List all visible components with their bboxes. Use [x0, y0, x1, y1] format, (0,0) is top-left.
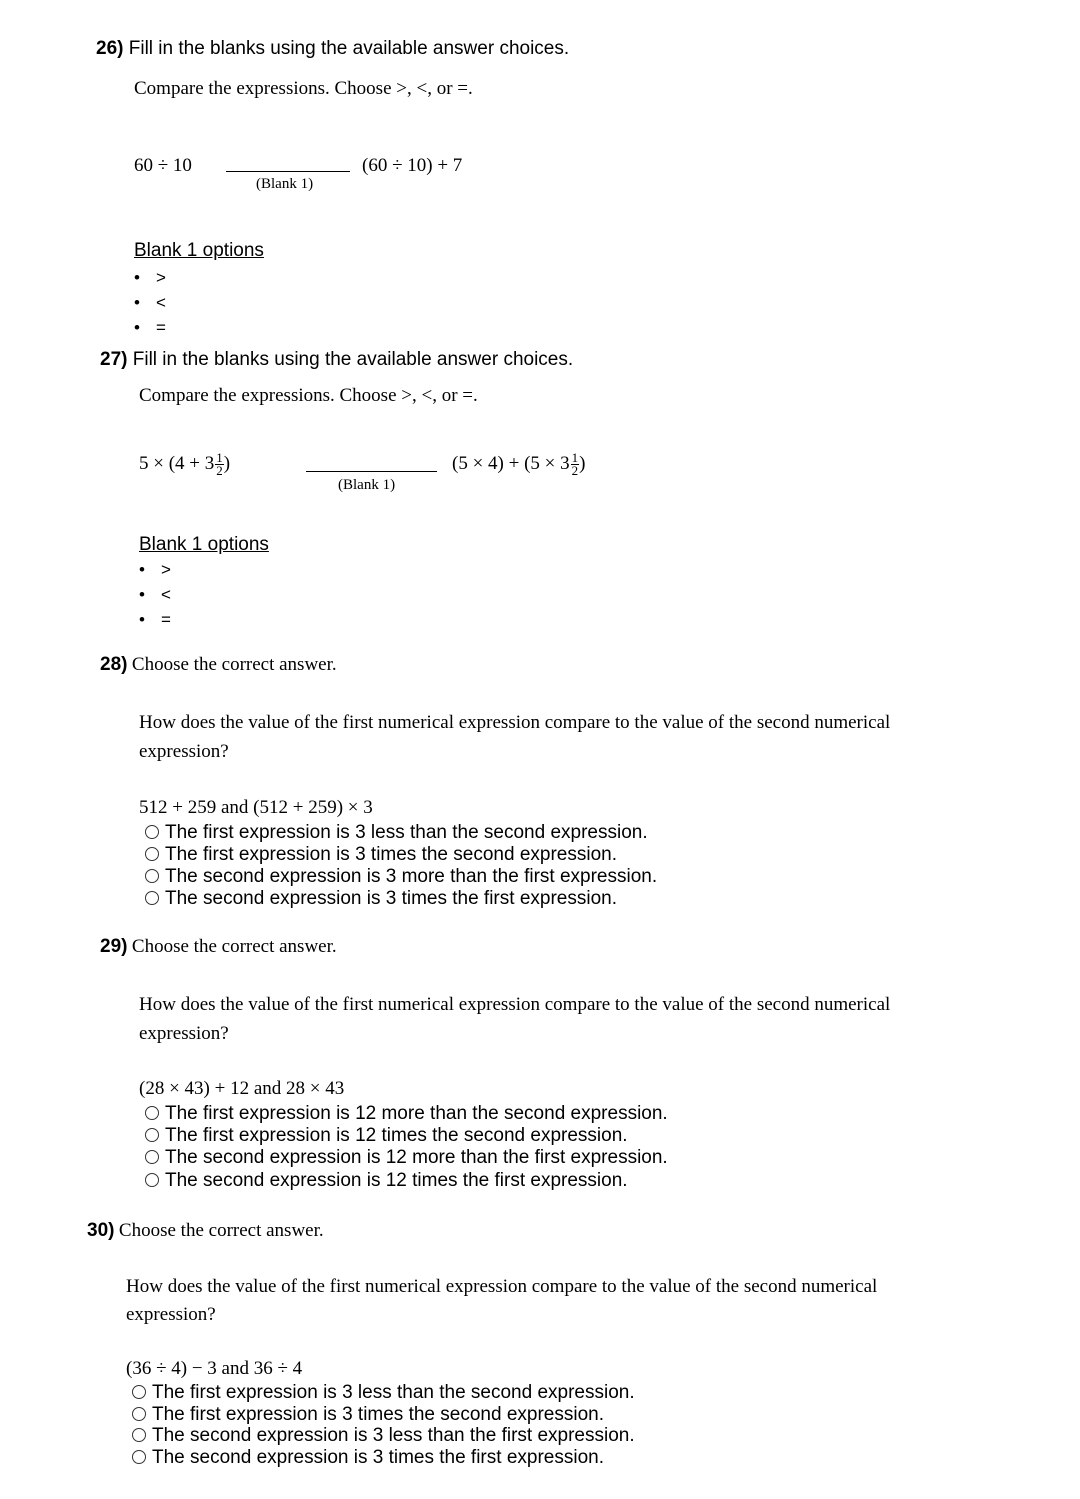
question-text-line-1: How does the value of the first numerical expression compare to the value of the second numerical — [139, 994, 891, 1015]
radio-button[interactable] — [132, 1407, 146, 1421]
answer-choice[interactable]: The first expression is 3 less than the second expression. — [132, 1382, 635, 1404]
blank-1-label: (Blank 1) — [256, 176, 314, 192]
option-greater-than[interactable]: • > — [139, 557, 171, 582]
question-instruction: Choose the correct answer. — [131, 654, 337, 675]
radio-button[interactable] — [145, 1150, 159, 1164]
question-number: 28) — [100, 654, 128, 675]
radio-button[interactable] — [132, 1428, 146, 1442]
left-expression: 5 × (4 + 3 $\frac{1}{2}$ ) — [139, 450, 231, 478]
answer-choice[interactable]: The second expression is 3 more than the first expression. — [145, 866, 657, 888]
option-equal[interactable]: • = — [134, 315, 166, 340]
question-text-line-1: How does the value of the first numerical expression compare to the value of the second numerical — [139, 712, 891, 733]
left-expression-main: 5 × (4 + 3 — [139, 452, 215, 474]
question-29-header — [100, 936, 337, 958]
question-28-header — [100, 654, 337, 676]
option-less-than[interactable]: • < — [139, 582, 171, 607]
right-expression: (5 × 4) + (5 × 3 $\frac{1}{2}$ ) — [452, 450, 586, 478]
blank-1-label: (Blank 1) — [338, 477, 396, 493]
answer-choice[interactable]: The first expression is 12 times the second expression. — [145, 1125, 628, 1147]
blank-1-options-list — [139, 557, 171, 632]
expression: (36 ÷ 4) − 3 and 36 ÷ 4 — [126, 1358, 303, 1379]
radio-button[interactable] — [145, 1128, 159, 1142]
option-less-than[interactable]: • < — [134, 290, 166, 315]
blank-1-options-title: Blank 1 options — [134, 240, 264, 261]
fraction-one-half: $\frac{1}{2}$ — [571, 450, 579, 478]
answer-choice[interactable]: The second expression is 3 times the first expression. — [132, 1447, 604, 1469]
question-number: 27) — [100, 349, 128, 370]
radio-button[interactable] — [145, 847, 159, 861]
question-number: 30) — [87, 1220, 115, 1241]
blank-1-line[interactable] — [306, 471, 437, 472]
question-number: 26) — [96, 38, 124, 59]
question-prompt: Compare the expressions. Choose >, <, or =. — [134, 78, 473, 99]
left-expression: 60 ÷ 10 — [134, 155, 192, 176]
option-greater-than[interactable]: • > — [134, 265, 166, 290]
question-instruction: Fill in the blanks using the available answer choices. — [128, 38, 570, 59]
question-prompt: Compare the expressions. Choose >, <, or =. — [139, 385, 478, 406]
question-text-line-2: expression? — [126, 1304, 216, 1325]
answer-choice[interactable]: The second expression is 12 more than the first expression. — [145, 1147, 668, 1169]
question-instruction: Fill in the blanks using the available answer choices. — [132, 349, 574, 370]
radio-button[interactable] — [145, 1106, 159, 1120]
right-expression: (60 ÷ 10) + 7 — [362, 155, 463, 176]
question-30-header — [87, 1220, 324, 1242]
answer-choice[interactable]: The first expression is 3 times the second expression. — [145, 844, 617, 866]
question-number: 29) — [100, 936, 128, 957]
blank-1-options-list — [134, 265, 166, 340]
question-text-line-2: expression? — [139, 741, 229, 762]
question-instruction: Choose the correct answer. — [131, 936, 337, 957]
radio-button[interactable] — [145, 869, 159, 883]
radio-button[interactable] — [145, 891, 159, 905]
answer-choice[interactable]: The first expression is 3 less than the second expression. — [145, 822, 648, 844]
radio-button[interactable] — [145, 825, 159, 839]
option-equal[interactable]: • = — [139, 607, 171, 632]
answer-choice[interactable]: The second expression is 3 times the first expression. — [145, 888, 617, 910]
blank-1-line[interactable] — [226, 171, 350, 172]
answer-choice[interactable]: The first expression is 3 times the second expression. — [132, 1404, 604, 1426]
question-26-header — [96, 38, 569, 60]
question-instruction: Choose the correct answer. — [118, 1220, 324, 1241]
fraction-one-half: $\frac{1}{2}$ — [216, 450, 223, 478]
answer-choice[interactable]: The first expression is 12 more than the second expression. — [145, 1103, 668, 1125]
answer-choice[interactable]: The second expression is 3 less than the first expression. — [132, 1425, 635, 1447]
answer-choice[interactable]: The second expression is 12 times the first expression. — [145, 1170, 628, 1192]
radio-button[interactable] — [132, 1385, 146, 1399]
radio-button[interactable] — [145, 1173, 159, 1187]
expression: 512 + 259 and (512 + 259) × 3 — [139, 797, 373, 818]
question-text-line-1: How does the value of the first numerical expression compare to the value of the second numerical — [126, 1276, 878, 1297]
right-expression-main: (5 × 4) + (5 × 3 — [452, 452, 570, 474]
expression: (28 × 43) + 12 and 28 × 43 — [139, 1078, 345, 1099]
radio-button[interactable] — [132, 1450, 146, 1464]
question-27-header — [100, 349, 573, 371]
question-text-line-2: expression? — [139, 1023, 229, 1044]
blank-1-options-title: Blank 1 options — [139, 534, 269, 555]
